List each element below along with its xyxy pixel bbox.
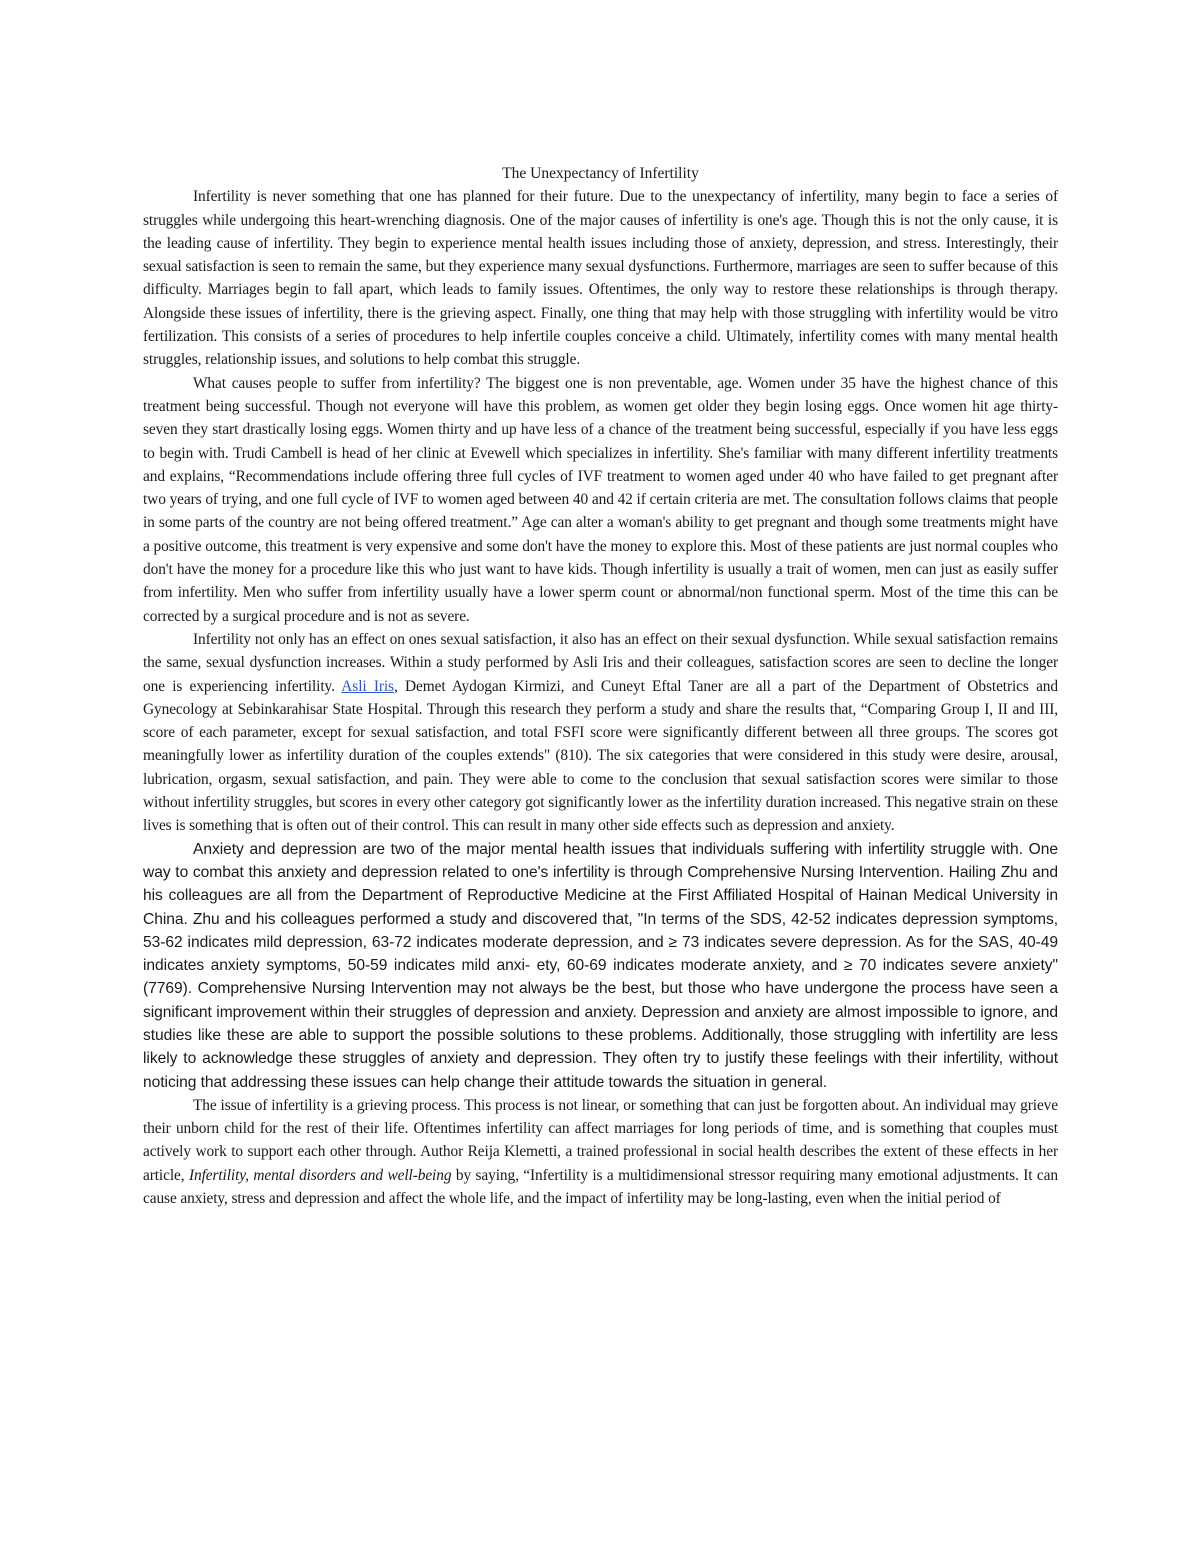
paragraph-introduction: Infertility is never something that one has planned for their future. Due to the unexpectancy of infertility, many begin to face a series of struggles while undergoing this heart-wrenching diagnosis. One of the major causes of infertility is one's age. Though this is not the only cause, it is the leading cause of infertility. They begin to experience mental health issues including those of anxiety, depression, and stress. Interestingly, their sexual satisfaction is seen to remain the same, but they experience many sexual dysfunctions. Furthermore, marriages are seen to suffer because of this difficulty. Marriages begin to fall apart, which leads to family issues. Oftentimes, the only way to restore these relationships is through therapy. Alongside these issues of infertility, there is the grieving aspect. Finally, one thing that may help with those struggling with infertility would be vitro fertilization. This consists of a series of procedures to help infertile couples conceive a child. Ultimately, infertility comes with many mental health struggles, relationship issues, and solutions to help combat this struggle.	[143, 188, 1058, 369]
author-link[interactable]: Asli Iris	[341, 677, 394, 695]
paragraph-text: The issue of infertility is a grieving process. This process is not linear, or something that can just be forgotten about. An individual may grieve their unborn child for the rest of their life. Oftentimes infertility can affect marriages for long periods of time, and is something that couples must actively work to support each other through. Author Reija Klemetti, a trained professional in social health describes the extent of these effects in her article,	[143, 1096, 1058, 1184]
paragraph-text: Infertility not only has an effect on ones sexual satisfaction, it also has an effect on their sexual dysfunction. While sexual satisfaction remains the same, sexual dysfunction increases. Within a study performed by Asli Iris and their colleagues, satisfaction scores are seen to decline the longer one is experiencing infertility.	[143, 630, 1058, 695]
article-title: Infertility, mental disorders and well-being	[188, 1166, 452, 1184]
paragraph-grieving	[143, 1094, 1058, 1210]
paragraph-age-causes: What causes people to suffer from infertility? The biggest one is non preventable, age. Women under 35 have the highest chance of this treatment being successful. Though not everyone will have this problem, as women get older they begin losing eggs. Once women hit age thirty- seven they start drastically losing eggs. Women thirty and up have less of a chance of the treatment being successful, especially if you have less eggs to begin with. Trudi Cambell is head of her clinic at Evewell which specializes in infertility. She's familiar with many different infertility treatments and explains, “Recommendations include offering three full cycles of IVF treatment to women aged under 40 who have failed to get pregnant after two years of trying, and one full cycle of IVF to women aged between 40 and 42 if certain criteria are met. The consultation follows claims that people in some parts of the country are not being offered treatment.” Age can alter a woman's ability to get pregnant and though some treatments might have a positive outcome, this treatment is very expensive and some don't have the money to explore this. Most of these patients are just normal couples who don't have the money for a procedure like this who just want to have kids. Though infertility is usually a trait of women, men can just as easily suffer from infertility. Men who suffer from infertility usually have a lower sperm count or abnormal/non functional sperm. Most of the time this can be corrected by a surgical procedure and is not as severe.	[143, 374, 1058, 625]
paragraph-text: , Demet Aydogan Kirmizi, and Cuneyt Eftal Taner are all a part of the Department of Obstetrics and Gynecology at Sebinkarahisar State Hospital. Through this research they perform a study and share the results that, “Comparing Group I, II and III, score of each parameter, except for sexual satisfaction, and total FSFI score were significantly different between all three groups. The scores got meaningfully lower as infertility duration of the couples extends" (810). The six categories that were considered in this study were desire, arousal, lubrication, orgasm, sexual satisfaction, and pain. They were able to come to the conclusion that sexual satisfaction scores were similar to those without infertility struggles, but scores in every other category got significantly lower as the infertility duration increased. This negative strain on these lives is something that is often out of their control. This can result in many other side effects such as depression and anxiety.	[143, 677, 1059, 835]
paragraph-text: by saying, “Infertility is a multidimensional stressor requiring many emotional adjustments. It can cause anxiety, stress and depression and affect the whole life, and the impact of infertility may be long-lasting, even when the initial period of	[143, 1166, 1058, 1208]
page-title: The Unexpectancy of Infertility	[502, 165, 699, 182]
paragraph-anxiety-depression: Anxiety and depression are two of the major mental health issues that individuals suffering with infertility struggle with. One way to combat this anxiety and depression related to one's infertility is through Comprehensive Nursing Intervention. Hailing Zhu and his colleagues are all from the Department of Reproductive Medicine at the First Affiliated Hospital of Hainan Medical University in China. Zhu and his colleagues performed a study and discovered that, "In terms of the SDS, 42-52 indicates depression symptoms, 53-62 indicates mild depression, 63-72 indicates moderate depression, and ≥ 73 indicates severe depression. As for the SAS, 40-49 indicates anxiety symptoms, 50-59 indicates mild anxi- ety, 60-69 indicates moderate anxiety, and ≥ 70 indicates severe anxiety" (7769). Comprehensive Nursing Intervention may not always be the best, but those who have undergone the process have seen a significant improvement within their struggles of depression and anxiety. Depression and anxiety are almost impossible to ignore, and studies like these are able to support the possible solutions to these problems. Additionally, those struggling with infertility are less likely to acknowledge these struggles of anxiety and depression. They often try to justify these feelings with their infertility, without noticing that addressing these issues can help change their attitude towards the situation in general.	[143, 840, 1058, 1091]
document-body	[143, 162, 1058, 1210]
paragraph-sexual-dysfunction	[143, 628, 1058, 838]
